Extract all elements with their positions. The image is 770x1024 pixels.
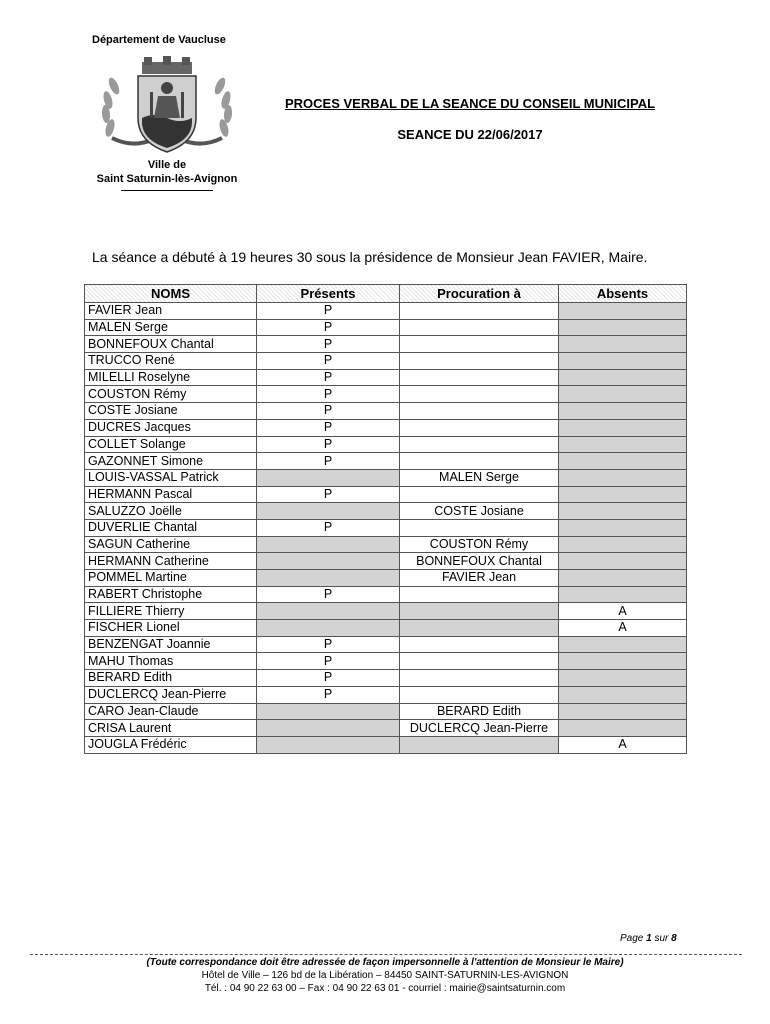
present-cell: P xyxy=(257,486,400,503)
present-cell: P xyxy=(257,386,400,403)
proxy-cell xyxy=(400,736,559,753)
footer-contact: Tél. : 04 90 22 63 00 – Fax : 04 90 22 63 01 - courriel : mairie@saintsaturnin.com xyxy=(204,983,566,994)
proxy-cell xyxy=(400,353,559,370)
page-total: 8 xyxy=(671,933,677,944)
header-presents: Présents xyxy=(257,285,400,303)
absent-cell xyxy=(559,570,687,587)
absent-cell xyxy=(559,436,687,453)
attendance-table xyxy=(84,284,687,754)
table-row xyxy=(85,336,687,353)
table-row xyxy=(85,570,687,587)
attendance-table-body xyxy=(85,303,687,754)
proxy-cell xyxy=(400,319,559,336)
absent-cell xyxy=(559,369,687,386)
proxy-cell xyxy=(400,369,559,386)
proxy-cell: FAVIER Jean xyxy=(400,570,559,587)
table-row xyxy=(85,703,687,720)
name-cell: RABERT Christophe xyxy=(85,586,257,603)
proxy-cell: COUSTON Rémy xyxy=(400,536,559,553)
proxy-cell: BERARD Edith xyxy=(400,703,559,720)
absent-cell xyxy=(559,353,687,370)
page-label: Page xyxy=(620,933,644,944)
present-cell: P xyxy=(257,436,400,453)
present-cell: P xyxy=(257,686,400,703)
header-absents: Absents xyxy=(559,285,687,303)
present-cell: P xyxy=(257,670,400,687)
header-noms: NOMS xyxy=(85,285,257,303)
name-cell: FISCHER Lionel xyxy=(85,620,257,637)
present-cell: P xyxy=(257,353,400,370)
table-row xyxy=(85,469,687,486)
name-cell: FILLIERE Thierry xyxy=(85,603,257,620)
absent-cell xyxy=(559,303,687,320)
table-row xyxy=(85,686,687,703)
name-cell: MAHU Thomas xyxy=(85,653,257,670)
absent-cell xyxy=(559,536,687,553)
name-cell: SALUZZO Joëlle xyxy=(85,503,257,520)
absent-cell xyxy=(559,636,687,653)
present-cell: P xyxy=(257,519,400,536)
intro-paragraph: La séance a débuté à 19 heures 30 sous la présidence de Monsieur Jean FAVIER, Maire. xyxy=(92,249,648,265)
table-row xyxy=(85,453,687,470)
name-cell: COLLET Solange xyxy=(85,436,257,453)
name-cell: CRISA Laurent xyxy=(85,720,257,737)
name-cell: TRUCCO René xyxy=(85,353,257,370)
town-name-block xyxy=(82,158,252,191)
name-cell: MILELLI Roselyne xyxy=(85,369,257,386)
table-row xyxy=(85,503,687,520)
absent-cell xyxy=(559,503,687,520)
footer-address: Hôtel de Ville – 126 bd de la Libération – 84450 SAINT-SATURNIN-LES-AVIGNON xyxy=(201,970,569,981)
proxy-cell xyxy=(400,486,559,503)
present-cell: P xyxy=(257,303,400,320)
absent-cell: A xyxy=(559,603,687,620)
footer-notice: (Toute correspondance doit être adressée de façon impersonnelle à l'attention de Monsieur le Maire) xyxy=(146,957,624,968)
table-row xyxy=(85,670,687,687)
proxy-cell xyxy=(400,336,559,353)
present-cell xyxy=(257,553,400,570)
table-row xyxy=(85,386,687,403)
name-cell: HERMANN Catherine xyxy=(85,553,257,570)
present-cell: P xyxy=(257,653,400,670)
attendance-header-row xyxy=(85,285,687,303)
table-row xyxy=(85,653,687,670)
town-crest-logo xyxy=(92,56,242,156)
name-cell: MALEN Serge xyxy=(85,319,257,336)
present-cell xyxy=(257,720,400,737)
absent-cell xyxy=(559,703,687,720)
proxy-cell xyxy=(400,636,559,653)
name-cell: CARO Jean-Claude xyxy=(85,703,257,720)
table-row xyxy=(85,319,687,336)
present-cell xyxy=(257,736,400,753)
name-cell: DUCLERCQ Jean-Pierre xyxy=(85,686,257,703)
table-row xyxy=(85,303,687,320)
proxy-cell xyxy=(400,653,559,670)
document-title: PROCES VERBAL DE LA SEANCE DU CONSEIL MUNICIPAL xyxy=(284,96,656,111)
absent-cell xyxy=(559,453,687,470)
present-cell: P xyxy=(257,336,400,353)
name-cell: JOUGLA Frédéric xyxy=(85,736,257,753)
name-cell: POMMEL Martine xyxy=(85,570,257,587)
proxy-cell xyxy=(400,670,559,687)
absent-cell: A xyxy=(559,620,687,637)
table-row xyxy=(85,486,687,503)
present-cell: P xyxy=(257,369,400,386)
name-cell: BERARD Edith xyxy=(85,670,257,687)
table-row xyxy=(85,736,687,753)
proxy-cell xyxy=(400,403,559,420)
name-cell: SAGUN Catherine xyxy=(85,536,257,553)
present-cell xyxy=(257,570,400,587)
absent-cell xyxy=(559,319,687,336)
absent-cell xyxy=(559,386,687,403)
proxy-cell xyxy=(400,603,559,620)
absent-cell xyxy=(559,486,687,503)
present-cell: P xyxy=(257,636,400,653)
absent-cell xyxy=(559,653,687,670)
proxy-cell xyxy=(400,436,559,453)
proxy-cell xyxy=(400,453,559,470)
proxy-cell xyxy=(400,303,559,320)
absent-cell: A xyxy=(559,736,687,753)
name-cell: DUVERLIE Chantal xyxy=(85,519,257,536)
proxy-cell xyxy=(400,686,559,703)
table-row xyxy=(85,620,687,637)
absent-cell xyxy=(559,419,687,436)
ville-line-1: Ville de xyxy=(147,159,187,171)
name-cell: GAZONNET Simone xyxy=(85,453,257,470)
absent-cell xyxy=(559,670,687,687)
absent-cell xyxy=(559,336,687,353)
absent-cell xyxy=(559,519,687,536)
proxy-cell xyxy=(400,586,559,603)
name-cell: COUSTON Rémy xyxy=(85,386,257,403)
name-cell: DUCRES Jacques xyxy=(85,419,257,436)
name-cell: HERMANN Pascal xyxy=(85,486,257,503)
present-cell xyxy=(257,703,400,720)
table-row xyxy=(85,553,687,570)
table-row xyxy=(85,369,687,386)
page-number xyxy=(620,933,677,944)
table-row xyxy=(85,403,687,420)
absent-cell xyxy=(559,469,687,486)
absent-cell xyxy=(559,403,687,420)
name-cell: COSTE Josiane xyxy=(85,403,257,420)
name-cell: LOUIS-VASSAL Patrick xyxy=(85,469,257,486)
present-cell xyxy=(257,536,400,553)
proxy-cell xyxy=(400,386,559,403)
present-cell xyxy=(257,620,400,637)
table-row xyxy=(85,603,687,620)
proxy-cell xyxy=(400,620,559,637)
table-row xyxy=(85,419,687,436)
proxy-cell: COSTE Josiane xyxy=(400,503,559,520)
page-current: 1 xyxy=(646,933,652,944)
proxy-cell: BONNEFOUX Chantal xyxy=(400,553,559,570)
present-cell: P xyxy=(257,453,400,470)
proxy-cell xyxy=(400,519,559,536)
footer-divider xyxy=(30,954,742,955)
present-cell: P xyxy=(257,586,400,603)
present-cell: P xyxy=(257,419,400,436)
name-cell: BENZENGAT Joannie xyxy=(85,636,257,653)
present-cell xyxy=(257,503,400,520)
header-procuration: Procuration à xyxy=(400,285,559,303)
table-row xyxy=(85,436,687,453)
present-cell: P xyxy=(257,403,400,420)
proxy-cell xyxy=(400,419,559,436)
proxy-cell: MALEN Serge xyxy=(400,469,559,486)
name-cell: BONNEFOUX Chantal xyxy=(85,336,257,353)
table-row xyxy=(85,586,687,603)
table-row xyxy=(85,536,687,553)
department-label: Département de Vaucluse xyxy=(92,34,226,46)
present-cell xyxy=(257,469,400,486)
ville-underline-divider xyxy=(121,190,213,191)
page-sep: sur xyxy=(654,933,669,944)
table-row xyxy=(85,636,687,653)
present-cell xyxy=(257,603,400,620)
present-cell: P xyxy=(257,319,400,336)
absent-cell xyxy=(559,720,687,737)
table-row xyxy=(85,519,687,536)
absent-cell xyxy=(559,686,687,703)
proxy-cell: DUCLERCQ Jean-Pierre xyxy=(400,720,559,737)
ville-line-2: Saint Saturnin-lès-Avignon xyxy=(96,173,238,185)
table-row xyxy=(85,353,687,370)
seance-date: SEANCE DU 22/06/2017 xyxy=(397,127,543,142)
absent-cell xyxy=(559,586,687,603)
absent-cell xyxy=(559,553,687,570)
table-row xyxy=(85,720,687,737)
name-cell: FAVIER Jean xyxy=(85,303,257,320)
